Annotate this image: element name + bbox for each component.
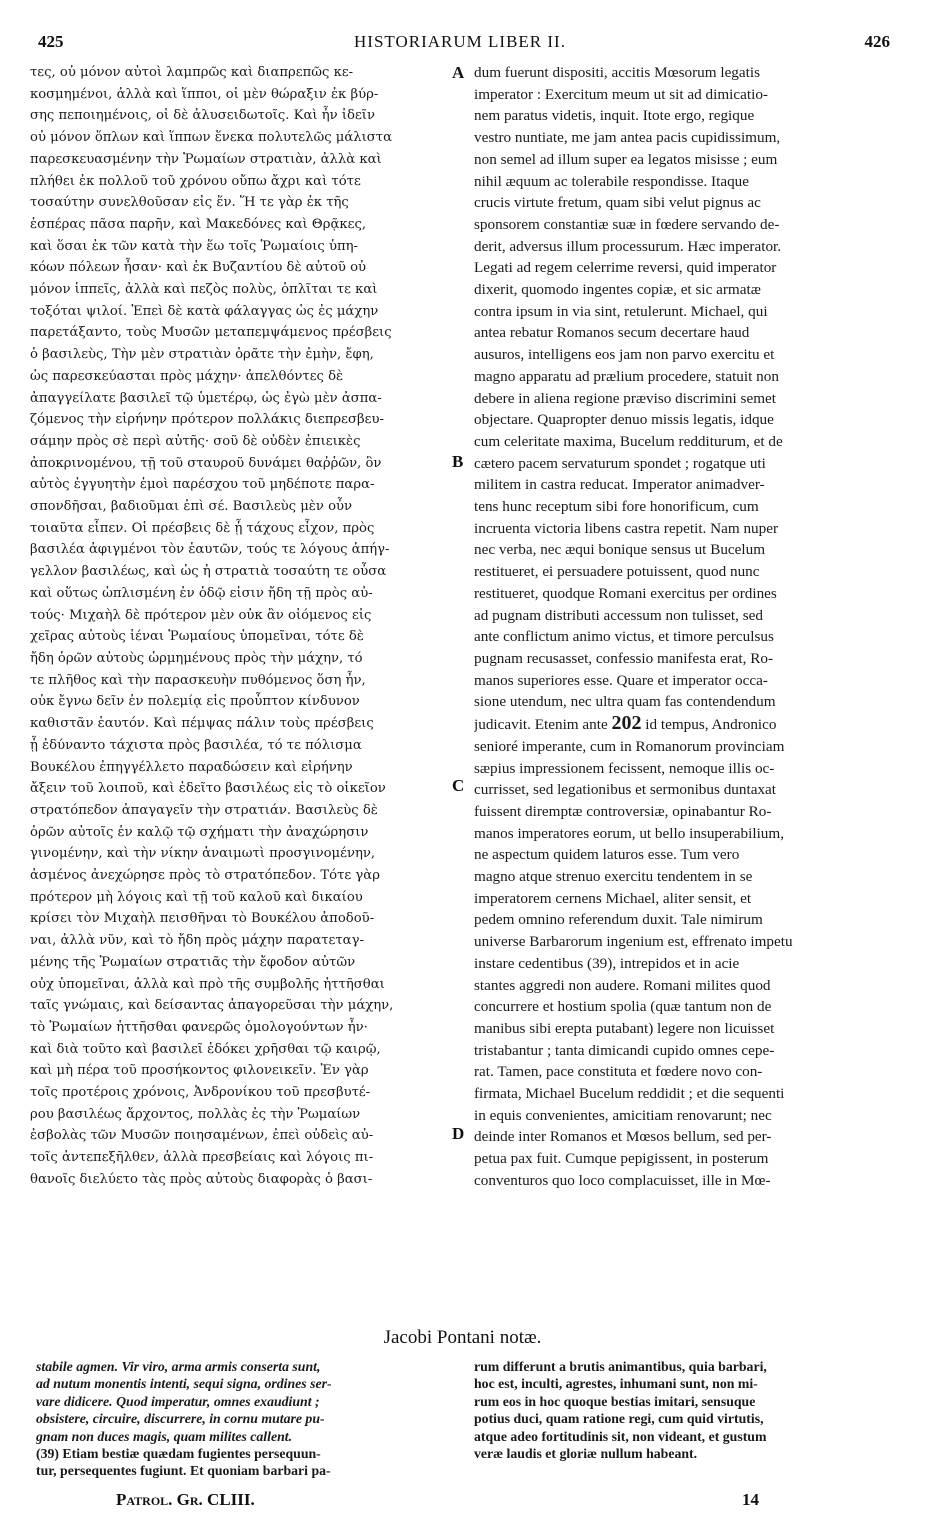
footnote-left-column [36, 1358, 456, 1480]
latin-text-line: vestro nuntiate, me jam antea pacis cupidissimum, [474, 129, 781, 147]
latin-text-line: magno apparatu ad prælium procedere, statuit non [474, 367, 779, 385]
latin-text-line [474, 713, 888, 736]
page-footer [0, 1490, 925, 1512]
latin-text-line: cætero pacem servaturum spondet ; rogatque uti [474, 454, 766, 472]
footnote-line: ad nutum monentis intenti, sequi signa, ordines ser- [36, 1376, 332, 1392]
greek-text-line: οὐχ ὑπομεῖναι, ἀλλὰ καὶ πρὸ τῆς συμβολῆς ἡττῆσθαι [30, 976, 385, 992]
greek-text-line: ἐσβολὰς τῶν Μυσῶν ποιησαμένων, ἐπεὶ οὐδεὶς αὐ- [30, 1128, 374, 1144]
latin-text-line: tristabantur ; tanta dimicandi cupido omnes cepe- [474, 1041, 775, 1059]
latin-text-line: tens hunc receptum sibi fore honorificum, cum [474, 498, 759, 516]
section-marker-a: A [452, 63, 465, 82]
greek-text-line: σπονδῆσαι, βαδιοῦμαι ἐπὶ σέ. Βασιλεὺς μὲν οὖν [30, 499, 353, 515]
greek-text-line: καὶ μὴ πέρα τοῦ προσήκοντος φιλονεικεῖν. Ἐν γὰρ [30, 1063, 369, 1079]
greek-text-line: καθιστᾶν ἑαυτόν. Καὶ πέμψας πάλιν τοὺς πρέσβεις [30, 716, 374, 732]
greek-text-line: τοῖς προτέροις χρόνοις, Ἀνδρονίκου τοῦ πρεσβυτέ- [30, 1085, 371, 1101]
gathering-number: 14 [742, 1490, 759, 1509]
latin-text-line: petua pax fuit. Cumque pepigissent, in posterum [474, 1150, 769, 1168]
footnote-line: atque adeo fortitudinis sit, non videant, et gustum [474, 1428, 767, 1444]
greek-text-line: ἀσμένος ἀνεχώρησε πρὸς τὸ στρατόπεδον. Τότε γὰρ [30, 868, 380, 884]
greek-text-line: ρου βασιλέως ἄρχοντος, πολλὰς ἐς τὴν Ῥωμαίων [30, 1106, 361, 1122]
latin-text-column [474, 62, 888, 1192]
latin-text-line: pugnam recusasset, confessio manifesta erat, Ro- [474, 649, 774, 667]
greek-text-line: θανοῖς διελύετο τὰς πρὸς αὐτοὺς διαφορὰς ὁ βασι- [30, 1171, 373, 1187]
footnote-line: potius duci, quam ratione regi, cum quid virtutis, [474, 1411, 764, 1427]
latin-text-line: antea rebatur Romanos secum decertare haud [474, 324, 750, 342]
greek-text-line: τούς· Μιχαὴλ δὲ πρότερον μὲν οὐκ ἂν οἰόμενος εἰς [30, 607, 372, 623]
latin-text-line: ne aspectum quidem laturos esse. Tum vero [474, 846, 740, 864]
footnote-right-column [474, 1358, 884, 1462]
greek-text-line: τε πλῆθος καὶ τὴν παρασκευὴν πυθόμενος ὅση ἦν, [30, 672, 366, 688]
greek-text-line: τοσαύτην συνελθοῦσαν εἰς ἕν. Ἥ τε γὰρ ἐκ τῆς [30, 195, 349, 211]
latin-text-line: sione utendum, nec ultra quam fas contendendum [474, 693, 776, 711]
latin-text-line: firmata, Michael Bucelum reddidit ; et die sequenti [474, 1085, 785, 1103]
latin-text-line: incruenta victoria libens castra repetit. Nam nuper [474, 519, 779, 537]
greek-text-line: πρότερον μὴ λόγοις καὶ τῇ τοῦ καλοῦ καὶ δικαίου [30, 889, 363, 905]
greek-text-line: παρεσκευασμένην τὴν Ῥωμαίων στρατιὰν, ἀλλὰ καὶ [30, 151, 382, 167]
latin-text-line: rat. Tamen, pace constituta et fœdere novo con- [474, 1063, 763, 1081]
latin-text-line: non semel ad illum super ea legatos misisse ; eum [474, 150, 778, 168]
latin-text-line: universe Barbarorum ingenium est, effrenato impetu [474, 933, 793, 951]
footnote-italic-block [36, 1358, 456, 1445]
greek-text-line: τὸ Ῥωμαίων ἡττῆσθαι φανερῶς ὁμολογούντων ἦν· [30, 1019, 368, 1035]
greek-text-line: αὐτὸς ἐγγυητὴν ἐμοὶ παρέσχου τοῦ μηδέποτε παρα- [30, 477, 375, 493]
greek-text-line: ἑσπέρας πᾶσα παρῆν, καὶ Μακεδόνες καὶ Θρᾷκες, [30, 216, 367, 232]
footnote-39-block [36, 1445, 456, 1480]
latin-text-line: imperator : Exercitum meum ut sit ad dimicatio- [474, 85, 768, 103]
greek-text-line: ζόμενος τὴν εἰρήνην πρότερον πολλάκις διεπρεσβευ- [30, 412, 384, 428]
latin-text-line: crucis virtute fretum, quam sibi velut pignus ac [474, 194, 761, 212]
greek-text-line: μένης τῆς Ῥωμαίων στρατιᾶς τὴν ἔφοδον αὐτῶν [30, 954, 356, 970]
greek-text-line: Βουκέλου ἐπηγγέλλετο παραδώσειν καὶ εἰρήνην [30, 759, 353, 775]
greek-text-line: ναι, ἀλλὰ νῦν, καὶ τὸ ἤδη πρὸς μάχην παρατεταγ- [30, 933, 364, 949]
notes-heading: Jacobi Pontani notæ. [383, 1327, 542, 1348]
greek-text-line: οὐκ ἔγνω δεῖν ἐν πολεμίᾳ εἰς προὖπτον κίνδυνον [30, 694, 360, 710]
page-number-left: 425 [38, 32, 64, 51]
latin-text-line: senioré imperante, cum in Romanorum provinciam [474, 737, 785, 755]
latin-text-line: instare cedentibus (39), intrepidos et in acie [474, 954, 740, 972]
page-number-right: 426 [864, 32, 890, 51]
footnote-line: veræ laudis et gloriæ nullum habeant. [474, 1446, 698, 1462]
section-marker-d: D [452, 1124, 465, 1143]
greek-text-line: ἀπαγγείλατε βασιλεῖ τῷ ὑμετέρῳ, ὡς ἐγὼ μὲν ἀσπα- [30, 390, 382, 406]
footnote-line: vare didicere. Quod imperatur, omnes exaudiunt ; [36, 1393, 320, 1409]
greek-text-line: ὁρῶν αὐτοῖς ἐν καλῷ τῷ σχήματι τὴν ἀναχώρησιν [30, 824, 369, 840]
greek-text-column [30, 62, 450, 1191]
latin-text-line: contra ipsum in via sint, retulerunt. Michael, qui [474, 302, 768, 320]
page-header [30, 32, 890, 54]
greek-text-line: καὶ διὰ τοῦτο καὶ βασιλεῖ ἐδόκει χρῆσθαι τῷ καιρῷ, [30, 1041, 381, 1057]
latin-text-line: ante conflictum animo victus, et timore perculsus [474, 628, 774, 646]
latin-text-line: fuissent diremptæ controversiæ, opinabantur Ro- [474, 802, 772, 820]
latin-text-line: sæpius impressionem fecissent, nemoque illis oc- [474, 759, 775, 777]
footnote-line: rum differunt a brutis animantibus, quia barbari, [474, 1359, 767, 1374]
latin-text-line: objectare. Quapropter denuo missis legatis, idque [474, 411, 774, 429]
latin-text-line: manos superiores esse. Quare et imperator occa- [474, 671, 768, 689]
greek-text-line: τες, οὐ μόνον αὐτοὶ λαμπρῶς καὶ διαπρεπῶς κε- [30, 65, 354, 80]
greek-text-line: γινομένην, καὶ τὴν νίκην ἀναιμωτὶ προσγινομένην, [30, 846, 376, 862]
latin-text-line: derit, adversus illum processurum. Hæc imperator. [474, 237, 782, 255]
latin-text-line: magno atque strenuo exercitu tendentem in se [474, 868, 753, 886]
latin-text-line: militem in castra reducat. Imperator animadver- [474, 476, 765, 494]
latin-text-fragment: judicavit. Etenim ante [474, 716, 608, 734]
footnote-line: obsistere, circuire, discurrere, in cornu mutare pu- [36, 1411, 325, 1427]
footnote-line: tur, persequentes fugiunt. Et quoniam barbari pa- [36, 1463, 331, 1479]
footnote-line: (39) Etiam bestiæ quædam fugientes persequun- [36, 1446, 321, 1462]
latin-text-line: currisset, sed legationibus et sermonibus duntaxat [474, 781, 776, 799]
latin-text-line: dum fuerunt dispositi, accitis Mœsorum legatis [474, 64, 760, 81]
latin-text-line: ausuros, intelligens eos jam non parvo exercitu et [474, 346, 775, 364]
greek-text-line: τοξόται ψιλοί. Ἐπεὶ δὲ κατὰ φάλαγγας ὡς ἐς μάχην [30, 303, 379, 319]
latin-text-line: imperatorem cernens Michael, aliter sensit, et [474, 889, 752, 907]
section-marker-b: B [452, 452, 464, 471]
greek-text-line: σάμην πρὸς σὲ περὶ αὐτῆς· σοῦ δὲ οὐδὲν ἐπιεικὲς [30, 433, 361, 449]
latin-text-line: manos imperatores eorum, ut bello insuperabilium, [474, 824, 785, 842]
greek-text-line: παρετάξαντο, τοὺς Μυσῶν μεταπεμψάμενος πρέσβεις [30, 325, 392, 341]
greek-text-line: καὶ ὅσαι ἐκ τῶν κατὰ τὴν ἕω τοῖς Ῥωμαίοις ὑπη- [30, 238, 358, 254]
greek-text-line: μόνον ἱππεῖς, ἀλλὰ καὶ πεζὸς πολὺς, ὁπλῖται τε καὶ [30, 282, 378, 298]
latin-text-line: dixerit, quomodo ingentes copiæ, et sic armatæ [474, 281, 761, 299]
latin-text-fragment: id tempus, Andronico [641, 716, 777, 734]
greek-text-line: γελλον βασιλέως, καὶ ὡς ἡ στρατιὰ τοσαύτη τε οὖσα [30, 564, 387, 580]
latin-text-line: in equis convenientes, amicitiam renovarunt; nec [474, 1106, 772, 1124]
latin-text-line: stantes aggredi non audere. Romani milites quod [474, 976, 771, 994]
latin-text-line: nem paratus videtis, inquit. Itote ergo, regique [474, 107, 755, 125]
footnote-line: gnam non duces magis, quam milites callent. [36, 1428, 293, 1444]
greek-text-line: τοῖς ἀντεπεξῆλθεν, ἀλλὰ πρεσβείαις καὶ λόγοις πι- [30, 1150, 374, 1166]
latin-text-line: manibus sibi erepta putabant) legere non licuisset [474, 1019, 775, 1037]
greek-text-line: κοσμημένοι, ἀλλὰ καὶ ἵπποι, οἱ μὲν θώραξιν ἐκ βύρ- [30, 86, 379, 102]
latin-text-line: ad pugnam distributi accessum non tulisset, sed [474, 606, 763, 624]
latin-text-line: concurrere et hostium spolia (quæ tantum non de [474, 998, 772, 1016]
greek-text-line: κόων πόλεων ἦσαν· καὶ ἐκ Βυζαντίου δὲ αὐτοῦ οὐ [30, 260, 367, 276]
greek-text-line: καὶ οὕτως ὡπλισμένη ἐν ὁδῷ εἰσιν ἤδη τῇ πρὸς αὐ- [30, 585, 373, 601]
greek-text-line: στρατόπεδον ἀπαγαγεῖν τὴν στρατιάν. Βασιλεὺς δὲ [30, 802, 378, 818]
latin-text-line: restitueret, ei persuadere potuissent, quod nunc [474, 563, 760, 581]
greek-text-line: οὐ μόνον ὅπλων καὶ ἵππων ἕνεκα πολυτελῶς μάλιστα [30, 130, 392, 146]
patrologia-signature: Patrol. Gr. CLIII. [116, 1490, 255, 1509]
greek-text-line: σης πεποιημένοις, οἱ δὲ ἀλυσειδωτοῖς. Καὶ ἦν ἰδεῖν [30, 108, 375, 124]
running-title: HISTORIARUM LIBER II. [354, 32, 566, 51]
greek-text-line: ὁ βασιλεὺς, Τὴν μὲν στρατιὰν ὁρᾶτε τὴν ἐμὴν, ἔφη, [30, 347, 374, 363]
footnote-line: stabile agmen. Vir viro, arma armis conserta sunt, [36, 1359, 321, 1374]
greek-text-line: ἀποκρινομένου, τῇ τοῦ σταυροῦ δυνάμει θαῤῥῶν, ὃν [30, 455, 382, 471]
column-number: 202 [611, 713, 642, 735]
greek-text-line: κρίσει τὸν Μιχαὴλ πεισθῆναι τὸ Βουκέλου ἀποδοῦ- [30, 911, 375, 927]
latin-text-line: nec verba, nec æqui bonique sensus ut Bucelum [474, 541, 766, 559]
footnote-line: hoc est, inculti, agrestes, inhumani sunt, non mi- [474, 1376, 758, 1392]
latin-text-line: cum celeritate maxima, Bucelum redditurum, et de [474, 432, 783, 450]
latin-text-line: Legati ad regem celerrime reversi, quid imperator [474, 259, 777, 277]
latin-text-line: restitueret, quodque Romani exercitus per ordines [474, 584, 777, 602]
greek-text-line: ἄξειν τοῦ λοιποῦ, καὶ ἐδεῖτο βασιλέως εἰς τὸ οἰκεῖον [30, 781, 386, 797]
greek-text-line: ἤδη ὁρῶν αὐτοὺς ὡρμημένους πρὸς τὴν μάχην, τό [30, 650, 363, 666]
latin-text-line: deinde inter Romanos et Mœsos bellum, sed per- [474, 1128, 772, 1146]
greek-text-line: χεῖρας αὐτοὺς ἰέναι Ῥωμαίους ὑπομεῖναι, τότε δὲ [30, 629, 364, 645]
greek-text-line: ᾗ ἐδύναντο τάχιστα πρὸς βασιλέα, τό τε πόλισμα [30, 737, 362, 753]
greek-text-line: πλήθει ἐκ πολλοῦ τοῦ χρόνου οὔπω ἄχρι καὶ τότε [30, 173, 361, 189]
latin-text-line: nihil æquum ac tolerabile respondisse. Itaque [474, 172, 749, 190]
footnote-line: rum eos in hoc quoque bestias imitari, sensuque [474, 1393, 756, 1409]
greek-text-line: ταῖς γνώμαις, καὶ δείσαντας ἀπαγορεῦσαι τὴν μάχην, [30, 998, 394, 1014]
greek-text-line: τοιαῦτα εἶπεν. Οἱ πρέσβεις δὲ ᾗ τάχους εἶχον, πρὸς [30, 520, 375, 536]
latin-text-line: pedem omnino referendum duxit. Tale nimirum [474, 911, 763, 929]
greek-text-line: βασιλέα ἀφιγμένοι τὸν ἑαυτῶν, τούς τε λόγους ἀπήγ- [30, 542, 390, 558]
section-marker-c: C [452, 776, 465, 795]
latin-text-line: debere in aliena regione præviso discrimini semet [474, 389, 776, 407]
greek-text-line: ὡς παρεσκεύασται πρὸς μάχην· ἀπελθόντες δὲ [30, 368, 344, 384]
latin-text-line: sponsorem constantiæ suæ in fœdere servando de- [474, 215, 780, 233]
latin-text-line: conventuros quo loco complacuisset, ille in Mœ- [474, 1171, 771, 1189]
